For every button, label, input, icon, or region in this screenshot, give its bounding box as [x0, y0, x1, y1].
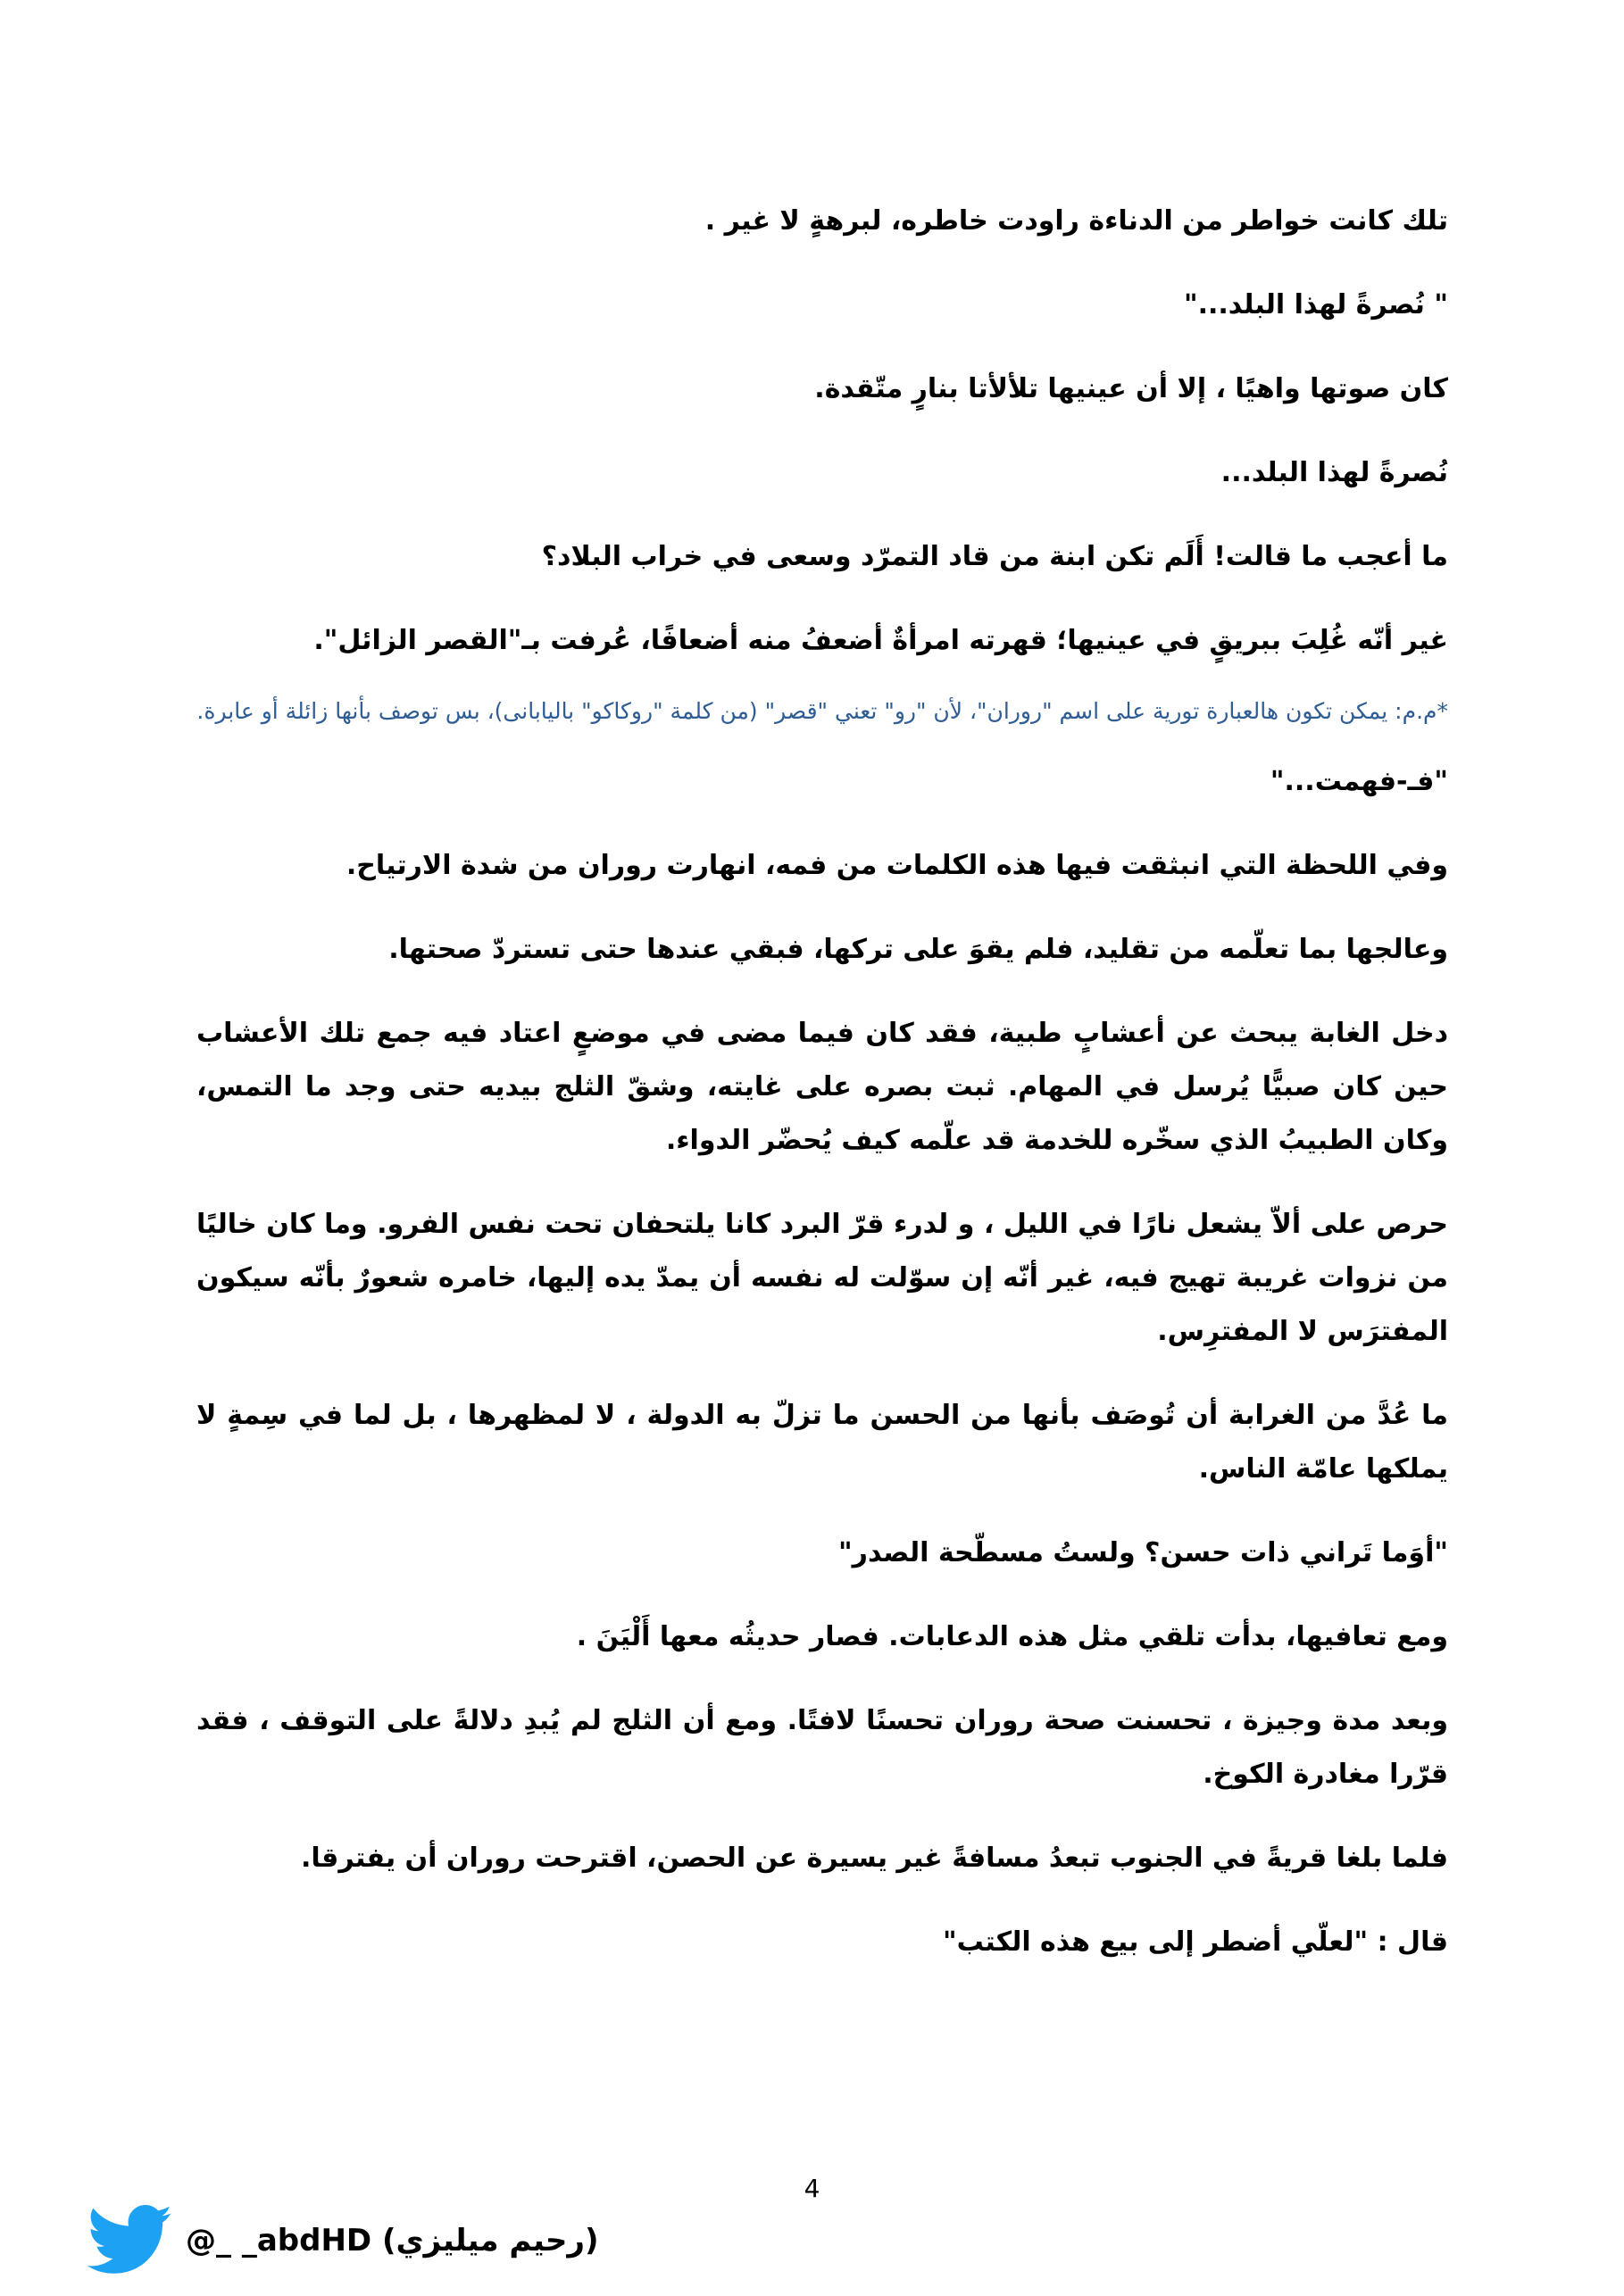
paragraph-8: وفي اللحظة التي انبثقت فيها هذه الكلمات من فمه، انهارت روران من شدة الارتياح. — [346, 850, 1448, 881]
translator-note: *م.م: يمكن تكون هالعبارة تورية على اسم "روران"، لأن "رو" تعني "قصر" (من كلمة "روكاكو" باليابانى)، بس توصف بأنها زائلة أو عابرة. — [196, 698, 1448, 724]
paragraph-4: نُصرةً لهذا البلد... — [1220, 457, 1448, 488]
paragraph-13: "أوَما تَراني ذات حسن؟ ولستُ مسطّحة الصدر" — [838, 1537, 1448, 1568]
page-number: 4 — [804, 2174, 820, 2203]
paragraph-11: حرص على ألاّ يشعل نارًا في الليل ، و لدرء قرّ البرد كانا يلتحفان تحت نفس الفرو. وما كان خاليًا من نزوات غريبة تهيج فيه، غير أنّه إن سوّلت له نفسه أن يمدّ يده إليها، خامره شعورٌ بأنّه سيكون المفترَس لا المفترِس. — [196, 1209, 1448, 1347]
footer — [87, 2205, 599, 2276]
twitter-bird-icon — [87, 2205, 173, 2276]
paragraph-5: ما أعجب ما قالت! أَلَم تكن ابنة من قاد التمرّد وسعى في خراب البلاد؟ — [541, 541, 1448, 572]
footer-handle: @_ _abdHD (رحيم ميليزي) — [186, 2223, 599, 2259]
paragraph-14: ومع تعافيها، بدأت تلقي مثل هذه الدعابات. فصار حديثُه معها أَلْيَنَ . — [576, 1621, 1448, 1652]
paragraph-9: وعالجها بما تعلّمه من تقليد، فلم يقوَ على تركها، فبقي عندها حتى تستردّ صحتها. — [388, 934, 1448, 965]
paragraph-3: كان صوتها واهيًا ، إلا أن عينيها تلألأتا بنارٍ متّقدة. — [814, 373, 1448, 404]
paragraph-17: قال : "لعلّي أضطر إلى بيع هذه الكتب" — [942, 1926, 1448, 1958]
paragraph-1: تلك كانت خواطر من الدناءة راودت خاطره، لبرهةٍ لا غير . — [704, 205, 1448, 237]
paragraph-6: غير أنّه غُلِبَ ببريقٍ في عينيها؛ قهرته امرأةٌ أضعفُ منه أضعافًا، عُرفت بـ"القصر الزائل". — [313, 625, 1448, 656]
paragraph-16: فلما بلغا قريةً في الجنوب تبعدُ مسافةً غير يسيرة عن الحصن، اقترحت روران أن يفترقا. — [301, 1843, 1448, 1874]
paragraph-15: وبعد مدة وجيزة ، تحسنت صحة روران تحسنًا لافتًا. ومع أن الثلج لم يُبدِ دلالةً على التوقف ، فقد قرّرا مغادرة الكوخ. — [196, 1705, 1448, 1790]
paragraph-7: "فـ-فهمت..." — [1270, 766, 1448, 797]
body-text — [196, 195, 1448, 1969]
paragraph-10: دخل الغابة يبحث عن أعشابٍ طبية، فقد كان فيما مضى في موضعٍ اعتاد فيه جمع تلك الأعشاب حين كان صبيًّا يُرسل في المهام. ثبت بصره على غايته، وشقّ الثلج بيديه حتى وجد ما التمس، وكان الطبيبُ الذي سخّره للخدمة قد علّمه كيف يُحضّر الدواء. — [196, 1018, 1448, 1156]
paragraph-2: " نُصرةً لهذا البلد..." — [1183, 289, 1448, 320]
paragraph-12: ما عُدَّ من الغرابة أن تُوصَف بأنها من الحسن ما تزلّ به الدولة ، لا لمظهرها ، بل لما في سِمةٍ لا يملكها عامّة الناس. — [196, 1400, 1448, 1485]
